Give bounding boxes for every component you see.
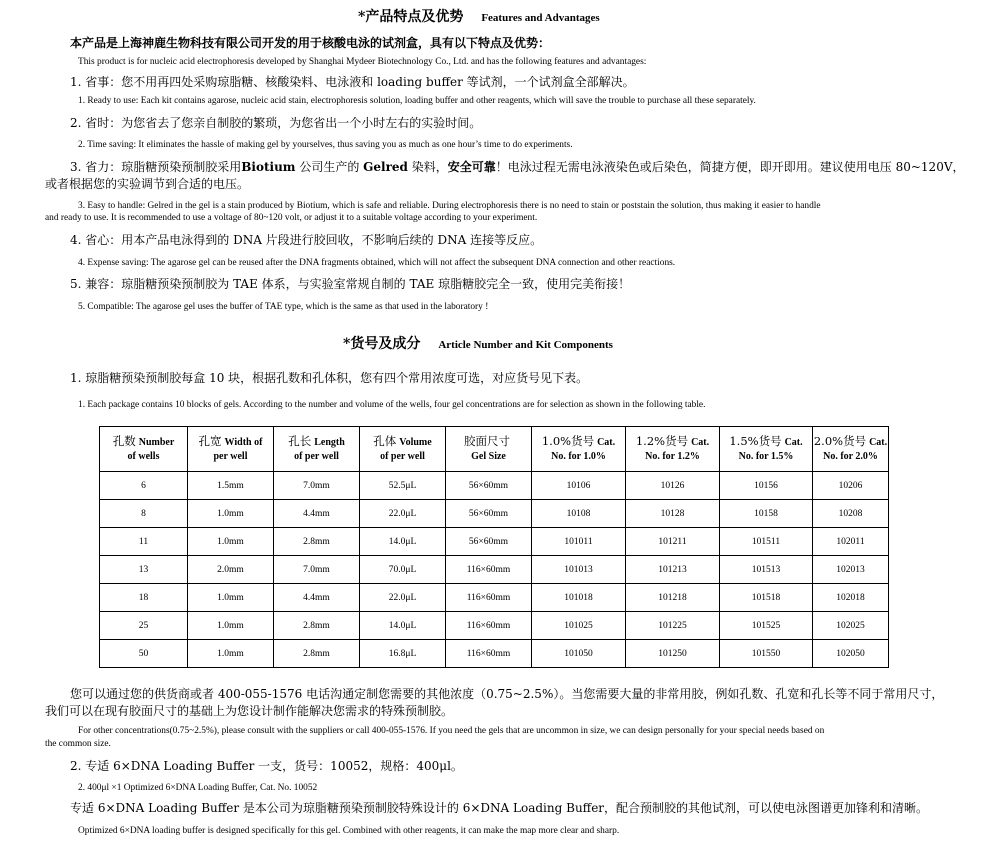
table-cell: 10126 [626, 472, 720, 500]
features-heading-zh: *产品特点及优势 [358, 9, 464, 25]
point-3-zh [70, 160, 965, 174]
table-cell: 101511 [720, 528, 813, 556]
table-row [100, 528, 889, 556]
table-cell: 102018 [813, 584, 889, 612]
header-en-2: No. for 1.2% [645, 451, 700, 463]
table-header-cell [100, 427, 188, 472]
table-cell: 101218 [626, 584, 720, 612]
table-header-cell [446, 427, 532, 472]
header-line-1 [626, 434, 719, 450]
custom-zh-2: 我们可以在现有胶面尺寸的基础上为您设计制作能解决您需求的特殊预制胶。 [45, 704, 454, 718]
table-cell: 102025 [813, 612, 889, 640]
custom-en-1: For other concentrations(0.75~2.5%), please consult with the suppliers or call 400-055-1576. If you need the gels that are uncommon in size, we can design personally for your special needs based on [78, 726, 825, 736]
table-cell: 7.0mm [274, 556, 360, 584]
intro-en: This product is for nucleic acid electrophoresis developed by Shanghai Mydeer Biotechnology Co., Ltd. and has the following features and advantages: [78, 57, 647, 67]
table-cell: 56×60mm [446, 500, 532, 528]
table-cell: 14.0μL [360, 612, 446, 640]
point-3-zh-a: 3. 省力：琼脂糖预染预制胶采用 [70, 160, 242, 174]
table-header-cell [626, 427, 720, 472]
table-cell: 18 [100, 584, 188, 612]
point-4-zh: 4. 省心：用本产品电泳得到的 DNA 片段进行胶回收，不影响后续的 DNA 连接等反应。 [70, 233, 543, 247]
point-3-zh-safe: 安全可靠 [447, 160, 496, 174]
header-en-2: of per well [294, 451, 339, 463]
table-cell: 101513 [720, 556, 813, 584]
header-zh: 2.0%货号 [813, 434, 867, 449]
table-header-cell [532, 427, 626, 472]
table-cell: 101013 [532, 556, 626, 584]
table-cell: 4.4mm [274, 584, 360, 612]
table-cell: 116×60mm [446, 612, 532, 640]
table-cell: 56×60mm [446, 528, 532, 556]
table-cell: 10108 [532, 500, 626, 528]
table-row [100, 612, 889, 640]
table-row [100, 500, 889, 528]
point-4-en: 4. Expense saving: The agarose gel can be reused after the DNA fragments obtained, which will not affect the subsequent DNA connection and other reactions. [78, 258, 676, 268]
point-2-zh: 2. 省时：为您省去了您亲自制胶的繁琐，为您省出一个小时左右的实验时间。 [70, 116, 482, 130]
item2-en: 2. 400μl ×1 Optimized 6×DNA Loading Buffer, Cat. No. 10052 [78, 783, 318, 793]
header-line-1 [532, 434, 625, 450]
header-en-1: Cat. [784, 437, 803, 449]
item2-desc-zh: 专适 6×DNA Loading Buffer 是本公司为琼脂糖预染预制胶特殊设计的 6×DNA Loading Buffer，配合预制胶的其他试剂，可以使电泳图谱更加锋利和清晰。 [70, 801, 929, 815]
table-cell: 101550 [720, 640, 813, 668]
custom-en-2: the common size. [45, 739, 111, 749]
table-cell: 13 [100, 556, 188, 584]
header-en-1: Width of [224, 437, 263, 449]
table-cell: 10206 [813, 472, 889, 500]
header-zh: 1.2%货号 [635, 434, 689, 449]
table-cell: 102013 [813, 556, 889, 584]
header-line-1 [274, 434, 359, 450]
header-en-1: Cat. [869, 437, 888, 449]
table-cell: 2.8mm [274, 612, 360, 640]
gel-table [99, 426, 889, 668]
header-line-1 [813, 434, 888, 450]
table-cell: 70.0μL [360, 556, 446, 584]
table-cell: 11 [100, 528, 188, 556]
item2-zh: 2. 专适 6×DNA Loading Buffer 一支，货号：10052，规格：400μl。 [70, 759, 463, 773]
header-zh: 1.0%货号 [541, 434, 595, 449]
table-row [100, 640, 889, 668]
table-cell: 116×60mm [446, 584, 532, 612]
table-body [100, 472, 889, 668]
header-zh: 孔体 [373, 434, 397, 449]
table-cell: 16.8μL [360, 640, 446, 668]
point-3-en-line2: and ready to use. It is recommended to use a voltage of 80~120 volt, or adjust it to a suitable voltage according to your experiment. [45, 213, 538, 223]
table-cell: 22.0μL [360, 500, 446, 528]
point-3-zh-e: 染料， [407, 160, 448, 174]
table-row [100, 584, 889, 612]
table-cell: 2.8mm [274, 640, 360, 668]
point-3-en-line1: 3. Easy to handle: Gelred in the gel is a stain produced by Biotium, which is safe and reliable. During electrophoresis there is no need to stain or poststain the solution, thus making it easier to handle [78, 201, 821, 211]
point-1-zh: 1. 省事：您不用再四处采购琼脂糖、核酸染料、电泳液和 loading buffer 等试剂，一个试剂盒全部解决。 [70, 75, 635, 89]
table-header-row [100, 427, 889, 472]
table-cell: 101018 [532, 584, 626, 612]
header-zh: 1.5%货号 [729, 434, 782, 449]
table-cell: 52.5μL [360, 472, 446, 500]
item1-zh: 1. 琼脂糖预染预制胶每盒 10 块，根据孔数和孔体积，您有四个常用浓度可选，对应货号见下表。 [70, 371, 589, 385]
header-en-2: Gel Size [471, 451, 506, 463]
header-line-1 [100, 434, 187, 450]
header-en-1: Volume [399, 437, 432, 449]
table-cell: 1.0mm [188, 584, 274, 612]
table-cell: 6 [100, 472, 188, 500]
point-3-zh-g: ！电泳过程无需电泳液染色或后染色，简捷方便，即开即用。建议使用电压 80~120V， [495, 160, 965, 174]
table-cell: 116×60mm [446, 556, 532, 584]
header-en-2: of per well [380, 451, 425, 463]
article-heading-zh: *货号及成分 [343, 336, 421, 352]
table-cell: 101525 [720, 612, 813, 640]
table-cell: 2.0mm [188, 556, 274, 584]
header-zh: 胶面尺寸 [464, 434, 510, 449]
table-cell: 14.0μL [360, 528, 446, 556]
table-cell: 101518 [720, 584, 813, 612]
item2-desc-en: Optimized 6×DNA loading buffer is designed specifically for this gel. Combined with other reagents, it can make the map more clear and sharp. [78, 826, 620, 836]
header-en-2: No. for 2.0% [823, 451, 878, 463]
point-3-zh-biotium: Biotium [241, 160, 296, 174]
table-cell: 1.0mm [188, 640, 274, 668]
table-cell: 50 [100, 640, 188, 668]
table-cell: 101011 [532, 528, 626, 556]
table-cell: 25 [100, 612, 188, 640]
header-en-1: Number [138, 437, 175, 449]
table-cell: 101050 [532, 640, 626, 668]
header-line-1 [446, 434, 531, 450]
table-header-cell [720, 427, 813, 472]
point-5-en: 5. Compatible: The agarose gel uses the buffer of TAE type, which is the same as that used in the laboratory ! [78, 302, 489, 312]
table-cell: 4.4mm [274, 500, 360, 528]
header-line-1 [188, 434, 273, 450]
table-cell: 10156 [720, 472, 813, 500]
table-cell: 10158 [720, 500, 813, 528]
table-cell: 102011 [813, 528, 889, 556]
table-row [100, 472, 889, 500]
table-cell: 56×60mm [446, 472, 532, 500]
header-en-1: Cat. [691, 437, 710, 449]
table-header-cell [813, 427, 889, 472]
header-en-1: Length [314, 437, 345, 449]
table-cell: 1.0mm [188, 528, 274, 556]
table-cell: 1.5mm [188, 472, 274, 500]
table-cell: 8 [100, 500, 188, 528]
point-3-zh-line2: 或者根据您的实验调节到合适的电压。 [45, 177, 250, 191]
table-cell: 22.0μL [360, 584, 446, 612]
table-cell: 10208 [813, 500, 889, 528]
features-heading [358, 6, 600, 26]
table-header-cell [360, 427, 446, 472]
table-cell: 101250 [626, 640, 720, 668]
header-zh: 孔数 [112, 434, 136, 449]
header-line-1 [720, 434, 812, 450]
item1-en: 1. Each package contains 10 blocks of gels. According to the number and volume of the wells, four gel concentrations are for selection as shown in the following table. [78, 400, 706, 410]
features-heading-en: Features and Advantages [481, 12, 600, 24]
point-3-zh-gelred: Gelred [363, 160, 408, 174]
table-cell: 116×60mm [446, 640, 532, 668]
table-cell: 10106 [532, 472, 626, 500]
table-cell: 101211 [626, 528, 720, 556]
table-cell: 101225 [626, 612, 720, 640]
header-zh: 孔宽 [198, 434, 222, 449]
intro-zh: 本产品是上海神鹿生物科技有限公司开发的用于核酸电泳的试剂盒，具有以下特点及优势： [70, 36, 551, 50]
table-cell: 1.0mm [188, 500, 274, 528]
article-heading-en: Article Number and Kit Components [438, 339, 613, 351]
table-row [100, 556, 889, 584]
table-header-cell [274, 427, 360, 472]
point-2-en: 2. Time saving: It eliminates the hassle of making gel by yourselves, thus saving you as much as one hour’s time to do experiments. [78, 140, 573, 150]
header-zh: 孔长 [288, 434, 312, 449]
header-en-2: of wells [127, 451, 160, 463]
point-3-zh-c: 公司生产的 [295, 160, 364, 174]
custom-zh-1: 您可以通过您的供货商或者 400-055-1576 电话沟通定制您需要的其他浓度（0.75~2.5%）。当您需要大量的非常用胶，例如孔数、孔宽和孔长等不同于常用尺寸， [70, 687, 944, 701]
header-en-1: Cat. [597, 437, 616, 449]
table-cell: 101213 [626, 556, 720, 584]
header-en-2: No. for 1.0% [551, 451, 606, 463]
table-header-cell [188, 427, 274, 472]
article-heading [343, 333, 613, 353]
point-1-en: 1. Ready to use: Each kit contains agarose, nucleic acid stain, electrophoresis solution, loading buffer and other reagents, which will save the trouble to purchase all these separately. [78, 96, 756, 106]
table-cell: 1.0mm [188, 612, 274, 640]
point-5-zh: 5. 兼容：琼脂糖预染预制胶为 TAE 体系，与实验室常规自制的 TAE 琼脂糖胶完全一致，使用完美衔接！ [70, 277, 631, 291]
table-cell: 102050 [813, 640, 889, 668]
table-cell: 7.0mm [274, 472, 360, 500]
table-cell: 2.8mm [274, 528, 360, 556]
table-cell: 101025 [532, 612, 626, 640]
header-en-2: No. for 1.5% [738, 451, 794, 463]
header-en-2: per well [213, 451, 248, 463]
header-line-1 [360, 434, 445, 450]
table-cell: 10128 [626, 500, 720, 528]
